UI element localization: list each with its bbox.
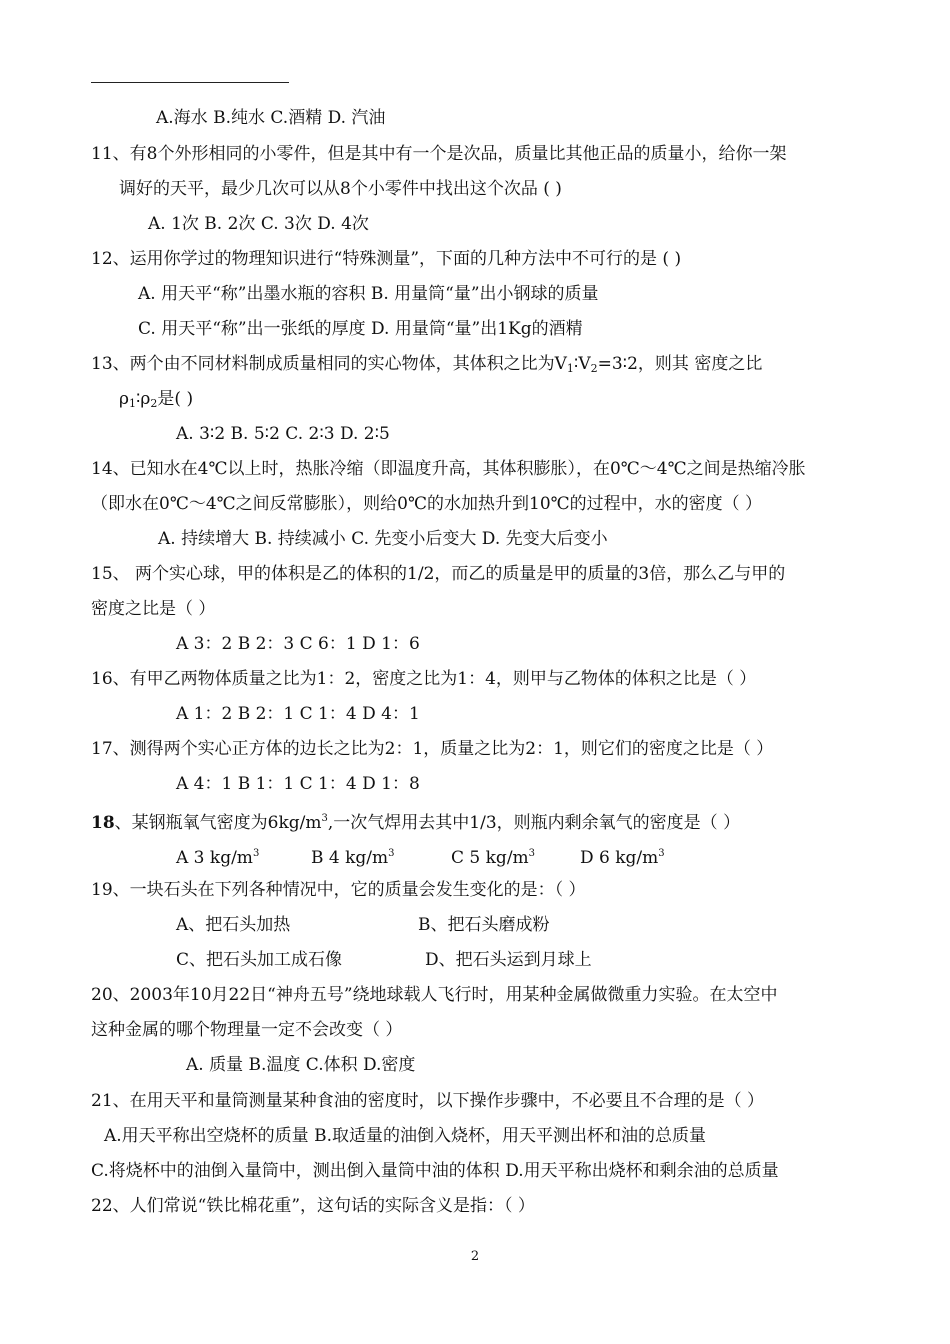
q10-options: A.海水 B.纯水 C.酒精 D. 汽油	[156, 108, 386, 128]
q11-stem-line1: 11、有8个外形相同的小零件，但是其中有一个是次品，质量比其他正品的质量小，给你一架	[91, 144, 787, 164]
q19-option-d: D、把石头运到月球上	[425, 950, 592, 970]
q16-options: A 1：2 B 2：1 C 1：4 D 4：1	[176, 704, 420, 724]
q18-option-d: D 6 $kg/m^3$	[580, 848, 665, 868]
q12-options-line2: C. 用天平“称”出一张纸的厚度 D. 用量筒“量”出1Kg的酒精	[138, 319, 583, 339]
q22-stem: 22、人们常说“铁比棉花重”，这句话的实际含义是指：（ ）	[91, 1196, 535, 1216]
q13-stem-line1: 13、两个由不同材料制成质量相同的实心物体，其体积之比为$V_1∶V_2=3∶2$，则其 密度之比	[91, 354, 763, 375]
q17-options: A 4：1 B 1：1 C 1：4 D 1：8	[176, 774, 420, 794]
q15-options: A 3：2 B 2：3 C 6：1 D 1：6	[176, 634, 420, 654]
q18-option-b: B 4 $kg/m^3$	[311, 848, 395, 868]
q18-option-c: C 5 $kg/m^3$	[451, 848, 536, 868]
q18-stem: 18、某钢瓶氧气密度为$6kg/m^3$,一次气焊用去其中1/3，则瓶内剩余氧气的密度是（ ）	[91, 813, 741, 833]
q15-stem-line2: 密度之比是（ ）	[91, 599, 216, 619]
q13-stem-line2: $\rho_1∶\rho_2$是( )	[119, 389, 194, 410]
q14-stem-line1: 14、已知水在4℃以上时，热胀冷缩（即温度升高，其体积膨胀），在0℃～4℃之间是热缩冷胀	[91, 459, 806, 479]
q19-option-b: B、把石头磨成粉	[418, 915, 550, 935]
q21-options-line1: A.用天平称出空烧杯的质量 B.取适量的油倒入烧杯，用天平测出杯和油的总质量	[104, 1126, 706, 1146]
top-rule	[91, 82, 289, 83]
q21-options-line2: C.将烧杯中的油倒入量筒中，测出倒入量筒中油的体积 D.用天平称出烧杯和剩余油的总质量	[91, 1161, 779, 1181]
q19-stem: 19、一块石头在下列各种情况中，它的质量会发生变化的是：（ ）	[91, 880, 586, 900]
q21-stem: 21、在用天平和量筒测量某种食油的密度时，以下操作步骤中，不必要且不合理的是（ ）	[91, 1091, 765, 1111]
q17-stem: 17、测得两个实心正方体的边长之比为2：1，质量之比为2：1，则它们的密度之比是（ ）	[91, 739, 774, 759]
q13-options: A. 3∶2 B. 5∶2 C. 2∶3 D. 2∶5	[176, 424, 390, 444]
q11-options: A. 1次 B. 2次 C. 3次 D. 4次	[148, 214, 369, 234]
q18-option-a: A 3 $kg/m^3$	[176, 848, 260, 868]
page-number: 2	[470, 1249, 480, 1264]
q12-stem: 12、运用你学过的物理知识进行“特殊测量”，下面的几种方法中不可行的是 ( )	[91, 249, 682, 269]
q12-options-line1: A. 用天平“称”出墨水瓶的容积 B. 用量筒“量”出小钢球的质量	[138, 284, 599, 304]
q19-option-c: C、把石头加工成石像	[176, 950, 343, 970]
q14-options: A. 持续增大 B. 持续减小 C. 先变小后变大 D. 先变大后变小	[158, 529, 608, 549]
q15-stem-line1: 15、 两个实心球，甲的体积是乙的体积的1/2，而乙的质量是甲的质量的3倍，那么乙与甲的	[91, 564, 786, 584]
q14-stem-line2: （即水在0℃～4℃之间反常膨胀），则给0℃的水加热升到10℃的过程中，水的密度（ ）	[91, 494, 763, 514]
q11-stem-line2: 调好的天平，最少几次可以从8个小零件中找出这个次品 ( )	[119, 179, 562, 199]
q16-stem: 16、有甲乙两物体质量之比为1：2，密度之比为1：4，则甲与乙物体的体积之比是（ ）	[91, 669, 757, 689]
q20-stem-line1: 20、2003年10月22日“神舟五号”绕地球载人飞行时，用某种金属做微重力实验。在太空中	[91, 985, 778, 1005]
q20-stem-line2: 这种金属的哪个物理量一定不会改变（ ）	[91, 1020, 403, 1040]
q19-option-a: A、把石头加热	[176, 915, 291, 935]
q20-options: A. 质量 B.温度 C.体积 D.密度	[186, 1055, 416, 1075]
